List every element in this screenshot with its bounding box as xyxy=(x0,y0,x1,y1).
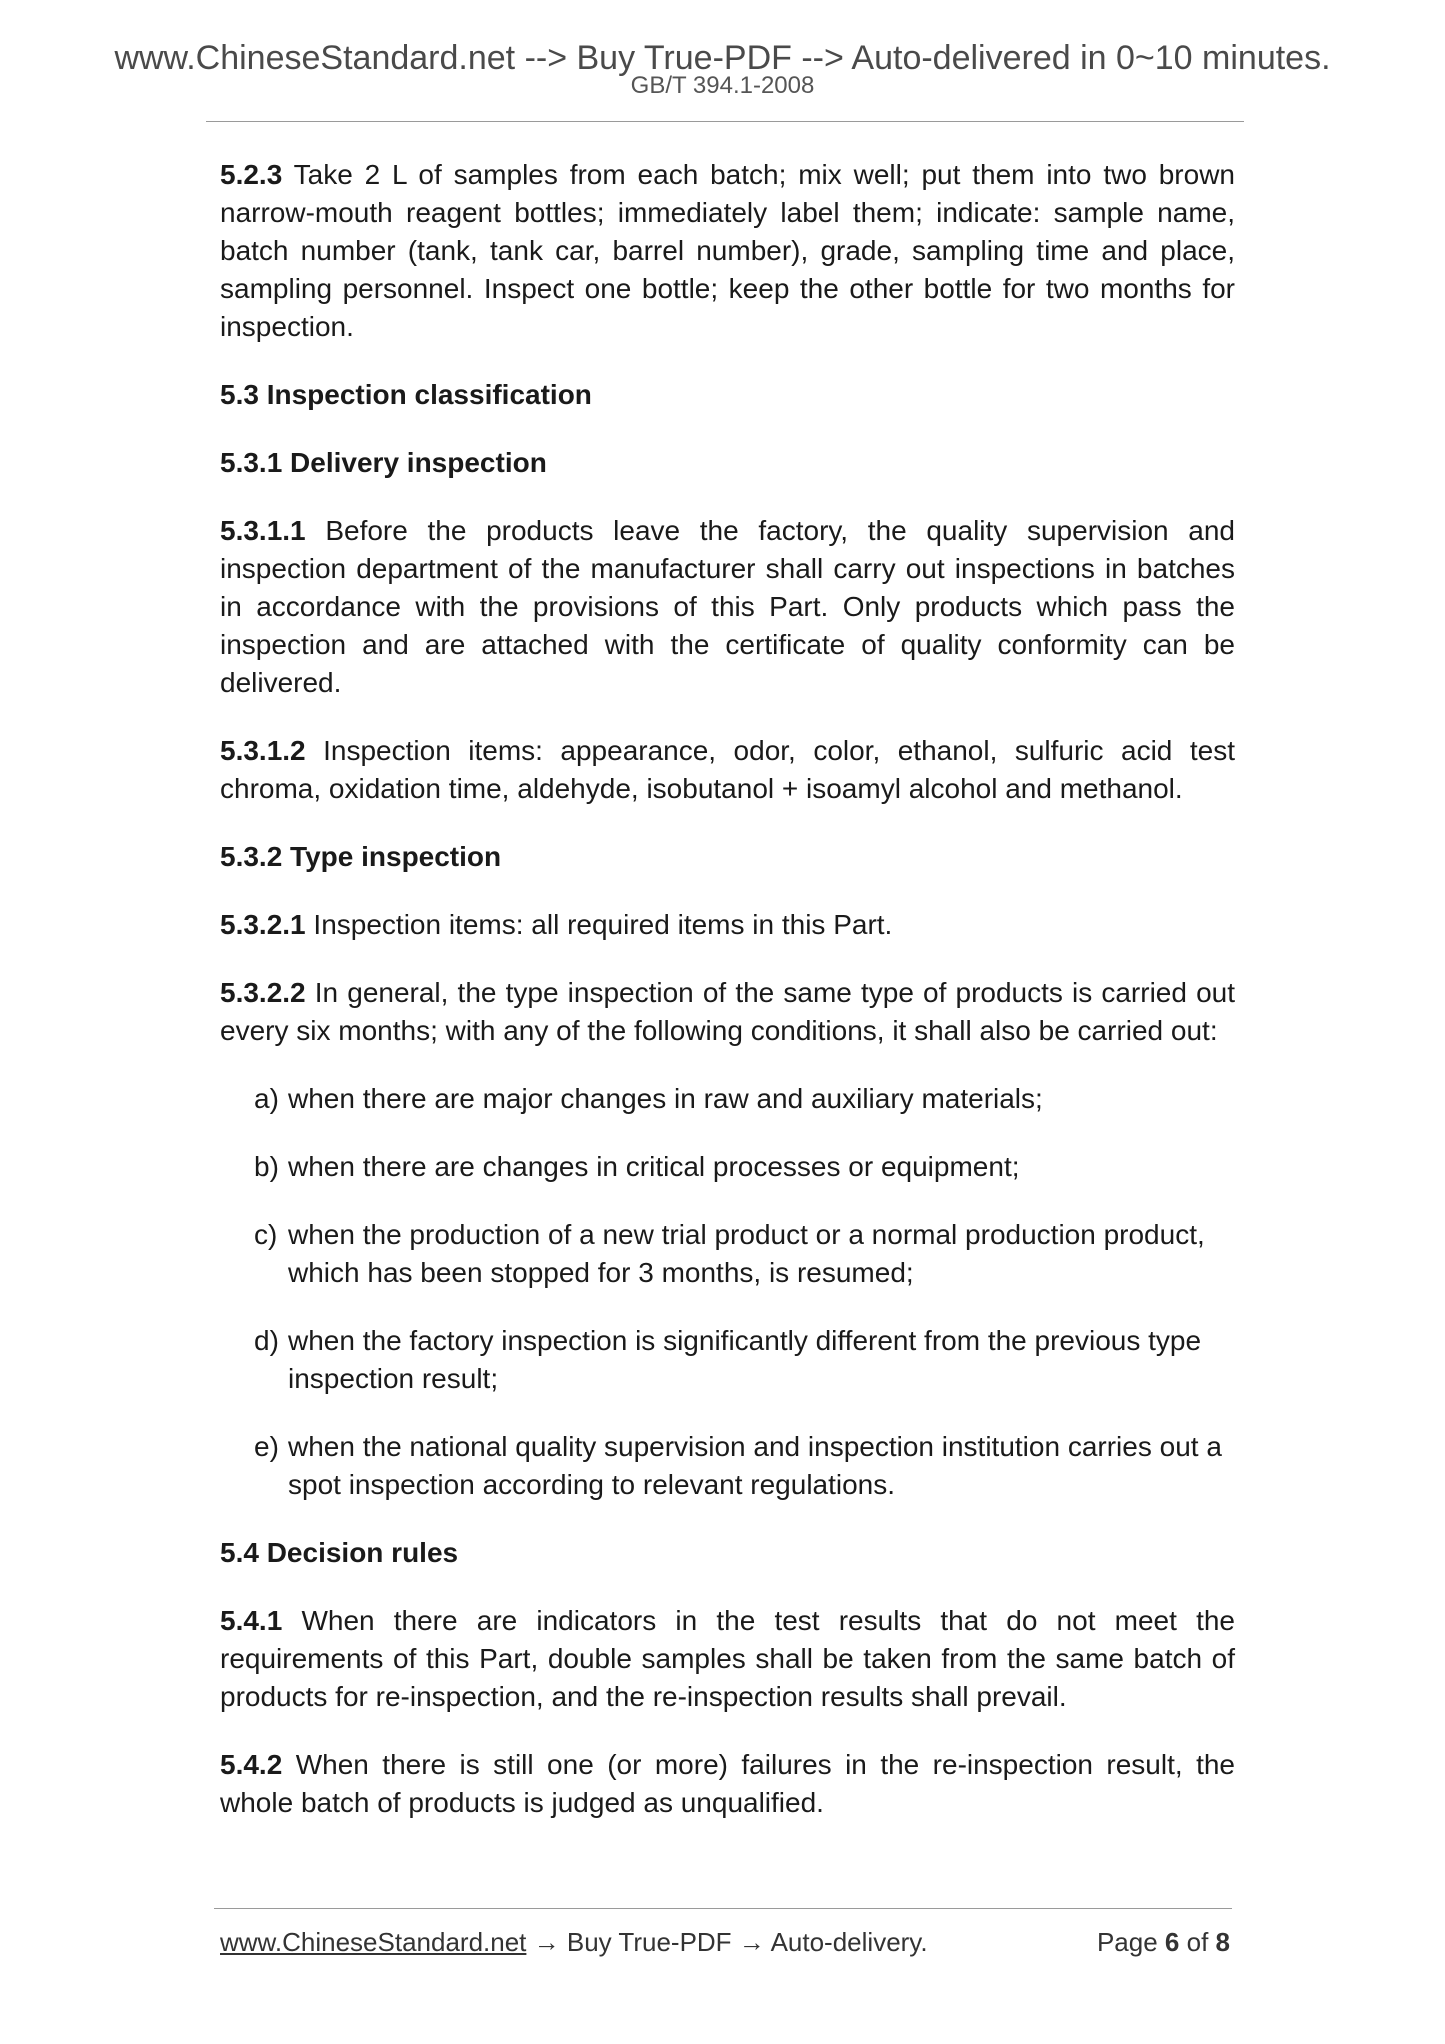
current-page: 6 xyxy=(1164,1927,1180,1957)
list-item xyxy=(254,1216,1235,1292)
list-item xyxy=(254,1148,1235,1186)
clause-text: When there is still one (or more) failures in the re-inspection result, the whole batch of products is judged as unqualified. xyxy=(220,1749,1235,1818)
heading-5-3-2: 5.3.2 Type inspection xyxy=(220,841,502,872)
clause-5-3-1-2 xyxy=(220,732,1235,808)
site-link[interactable]: www.ChineseStandard.net xyxy=(220,1927,527,1957)
list-item-text: when the national quality supervision and inspection institution carries out a spot inspection according to relevant regulations. xyxy=(288,1431,1222,1500)
list-item-text: when the factory inspection is significantly different from the previous type inspection result; xyxy=(288,1325,1202,1394)
page-word: Page xyxy=(1096,1927,1158,1957)
document-body xyxy=(220,156,1235,1852)
list-item-label: a) xyxy=(254,1083,279,1114)
standard-number: GB/T 394.1-2008 xyxy=(630,72,815,99)
heading-5-3-1: 5.3.1 Delivery inspection xyxy=(220,447,547,478)
list-item-label: c) xyxy=(254,1219,278,1250)
clause-number: 5.4.2 xyxy=(220,1749,283,1780)
footer-promo-text: → Buy True-PDF → Auto-delivery. xyxy=(526,1927,928,1957)
page-indicator xyxy=(1097,1926,1230,1958)
clause-text: Before the products leave the factory, the quality supervision and inspection department of the manufacturer shall carry out inspections in batches in accordance with the provisions of this Part. Only products which pass the inspection and are attached with the certificate of quality conformity can be delivered. xyxy=(220,515,1235,698)
clause-number: 5.3.2.2 xyxy=(220,977,306,1008)
list-item-text: when there are changes in critical processes or equipment; xyxy=(288,1151,1020,1182)
list-item-label: d) xyxy=(254,1325,279,1356)
clause-5-2-3 xyxy=(220,156,1235,346)
list-item-label: e) xyxy=(254,1431,279,1462)
list-item xyxy=(254,1428,1235,1504)
clause-number: 5.4.1 xyxy=(220,1605,283,1636)
footer-divider xyxy=(214,1908,1232,1909)
clause-text: Inspection items: appearance, odor, color, ethanol, sulfuric acid test chroma, oxidation time, aldehyde, isobutanol + isoamyl alcohol and methanol. xyxy=(220,735,1235,804)
list-item-text: when the production of a new trial product or a normal production product, which has been stopped for 3 months, is resumed; xyxy=(288,1219,1205,1288)
clause-text: Take 2 L of samples from each batch; mix well; put them into two brown narrow-mouth reagent bottles; immediately label them; indicate: sample name, batch number (tank, tank car, barrel number), grade, sampling time and place, sampling personnel. Inspect one bottle; keep the other bottle for two months for inspection. xyxy=(220,159,1235,342)
list-item xyxy=(254,1322,1235,1398)
footer-promo xyxy=(220,1926,928,1958)
clause-number: 5.3.1.2 xyxy=(220,735,306,766)
list-item-text: when there are major changes in raw and auxiliary materials; xyxy=(288,1083,1043,1114)
clause-5-3-2-2 xyxy=(220,974,1235,1050)
condition-list xyxy=(220,1080,1235,1504)
clause-number: 5.3.1.1 xyxy=(220,515,306,546)
total-pages: 8 xyxy=(1215,1927,1230,1957)
heading-5-4: 5.4 Decision rules xyxy=(220,1537,459,1568)
clause-text: Inspection items: all required items in this Part. xyxy=(305,909,893,940)
clause-5-3-2-1 xyxy=(220,906,1235,944)
clause-5-4-1 xyxy=(220,1602,1235,1716)
clause-5-4-2 xyxy=(220,1746,1235,1822)
of-word: of xyxy=(1186,1927,1209,1957)
header-divider xyxy=(206,121,1244,122)
site-banner: www.ChineseStandard.net --> Buy True-PDF --> Auto-delivered in 0~10 minutes. xyxy=(114,39,1331,77)
clause-number: 5.2.3 xyxy=(220,159,283,190)
list-item xyxy=(254,1080,1235,1118)
list-item-label: b) xyxy=(254,1151,279,1182)
clause-text: When there are indicators in the test results that do not meet the requirements of this Part, double samples shall be taken from the same batch of products for re-inspection, and the re-inspection results shall prevail. xyxy=(220,1605,1235,1712)
clause-text: In general, the type inspection of the same type of products is carried out every six months; with any of the following conditions, it shall also be carried out: xyxy=(220,977,1235,1046)
clause-5-3-1-1 xyxy=(220,512,1235,702)
heading-5-3: 5.3 Inspection classification xyxy=(220,379,592,410)
clause-number: 5.3.2.1 xyxy=(220,909,306,940)
